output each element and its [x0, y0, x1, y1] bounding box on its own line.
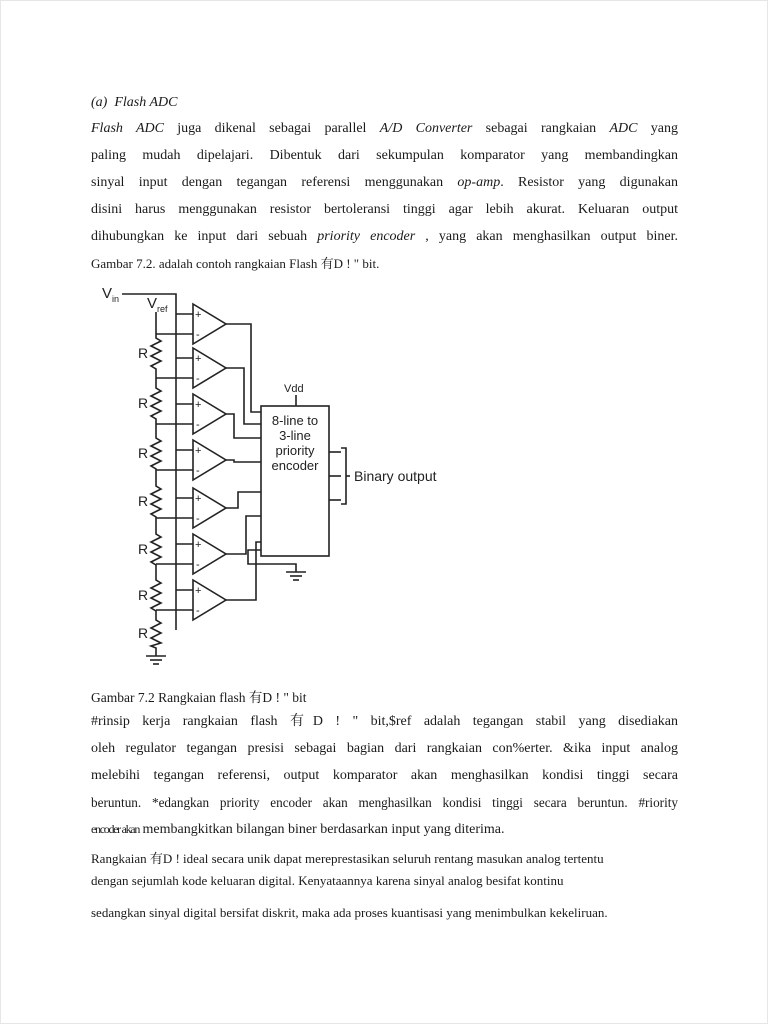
principle-text: membangkitkan bilangan biner berdasarkan input yang diterima. [139, 822, 505, 837]
principle-line-4: beruntun. *edangkan priority encoder akan menghasilkan kondisi tinggi secara beruntun. #riority [91, 795, 678, 810]
principle-line-1: #rinsip kerja rangkaian flash 有D ! " bit,$ref adalah tegangan stabil yang disediakan [91, 714, 678, 729]
resistor-label: R [138, 493, 149, 509]
principle-line-5 [91, 816, 678, 843]
comparator-4 [156, 440, 261, 480]
encoder-label-line: priority [275, 443, 315, 458]
intro-text: . Resistor yang digunakan [500, 175, 678, 190]
intro-text: sebagai rangkaian [472, 121, 610, 136]
plus-sign: + [195, 309, 202, 321]
encoder-label-line: encoder [271, 458, 319, 473]
resistor-label: R [138, 587, 149, 603]
principle-line-3: melebihi tegangan referensi, output komparator akan menghasilkan kondisi tinggi secara [91, 768, 678, 783]
resistor-label: R [138, 541, 149, 557]
intro-line-5 [91, 223, 678, 250]
resistor-labels [138, 345, 148, 641]
plus-sign: + [195, 539, 202, 551]
minus-sign: - [196, 465, 200, 477]
vdd-label: Vdd [284, 383, 304, 395]
plus-sign: + [195, 399, 202, 411]
ideal-line-1: Rangkaian 有D ! ideal secara unik dapat mereprestasikan seluruh rentang masukan analog tertentu [91, 851, 604, 866]
term-op-amp: op-amp [457, 175, 501, 190]
comparator-3 [156, 394, 261, 438]
intro-paragraph [91, 115, 678, 277]
section-title: Flash ADC [114, 95, 178, 110]
vin-label: $V_{in}$ [102, 285, 120, 304]
intro-text: yang [637, 121, 678, 136]
intro-text: dihubungkan ke input dari sebuah [91, 229, 318, 244]
principle-paragraph [91, 708, 678, 843]
section-heading [91, 95, 177, 111]
section-label: (a) [91, 95, 108, 110]
encoder-label [272, 413, 320, 473]
comparator-2 [156, 348, 261, 424]
principle-line-2: oleh regulator tegangan presisi sebagai bagian dari rangkaian con%erter. &ika input analog [91, 741, 678, 756]
resistor-label: R [138, 445, 149, 461]
minus-sign: - [196, 373, 200, 385]
intro-text: sinyal input dengan tegangan referensi menggunakan [91, 175, 458, 190]
intro-line-1 [91, 115, 678, 142]
plus-sign: + [195, 445, 202, 457]
encoder-label-line: 3-line [279, 428, 311, 443]
minus-sign: - [196, 559, 200, 571]
term-adc: ADC [609, 121, 638, 136]
ideal-line-2: dengan sejumlah kode keluaran digital. Kenyataannya karena sinyal analog besifat kontinu [91, 873, 564, 888]
condensed-text: encoder akan [91, 822, 140, 836]
plus-sign: + [195, 585, 202, 597]
minus-sign: - [196, 513, 200, 525]
flash-adc-circuit [96, 280, 446, 672]
plus-sign: + [195, 493, 202, 505]
intro-line-2: paling mudah dipelajari. Dibentuk dari sekumpulan komparator yang membandingkan [91, 148, 678, 163]
vref-label: $V_{ref}$ [147, 295, 168, 314]
intro-text: juga dikenal sebagai parallel [163, 121, 380, 136]
binary-output-label: Binary output [354, 468, 437, 484]
resistor-label: R [138, 625, 149, 641]
ideal-line-3: sedangkan sinyal digital bersifat diskrit, maka ada proses kuantisasi yang menimbulkan kekeliruan. [91, 905, 608, 920]
intro-line-4: disini harus menggunakan resistor bertoleransi tinggi agar lebih akurat. Keluaran output [91, 202, 678, 217]
comparator-polarity-marks [195, 309, 201, 617]
comparator-array [156, 304, 261, 620]
encoder-label-line: 8-line to [271, 413, 319, 428]
term-priority-encoder: priority encoder [317, 229, 416, 244]
minus-sign: - [196, 329, 200, 341]
intro-line-3 [91, 169, 678, 196]
resistor-label: R [138, 345, 149, 361]
term-flash-adc: Flash ADC [91, 121, 164, 136]
term-ad-converter: A/D Converter [379, 121, 473, 136]
intro-line-6: Gambar 7.2. adalah contoh rangkaian Flash 有D ! " bit. [91, 256, 380, 271]
figure-caption: Gambar 7.2 Rangkaian flash 有D ! " bit [91, 690, 307, 705]
comparator-6 [156, 516, 261, 574]
intro-text: , yang akan menghasilkan output biner. [415, 229, 678, 244]
resistor-label: R [138, 395, 149, 411]
resistor-ladder [146, 324, 166, 664]
plus-sign: + [195, 353, 202, 365]
minus-sign: - [196, 605, 200, 617]
minus-sign: - [196, 419, 200, 431]
vin-bus [122, 294, 176, 630]
binary-output-lines [329, 448, 350, 504]
